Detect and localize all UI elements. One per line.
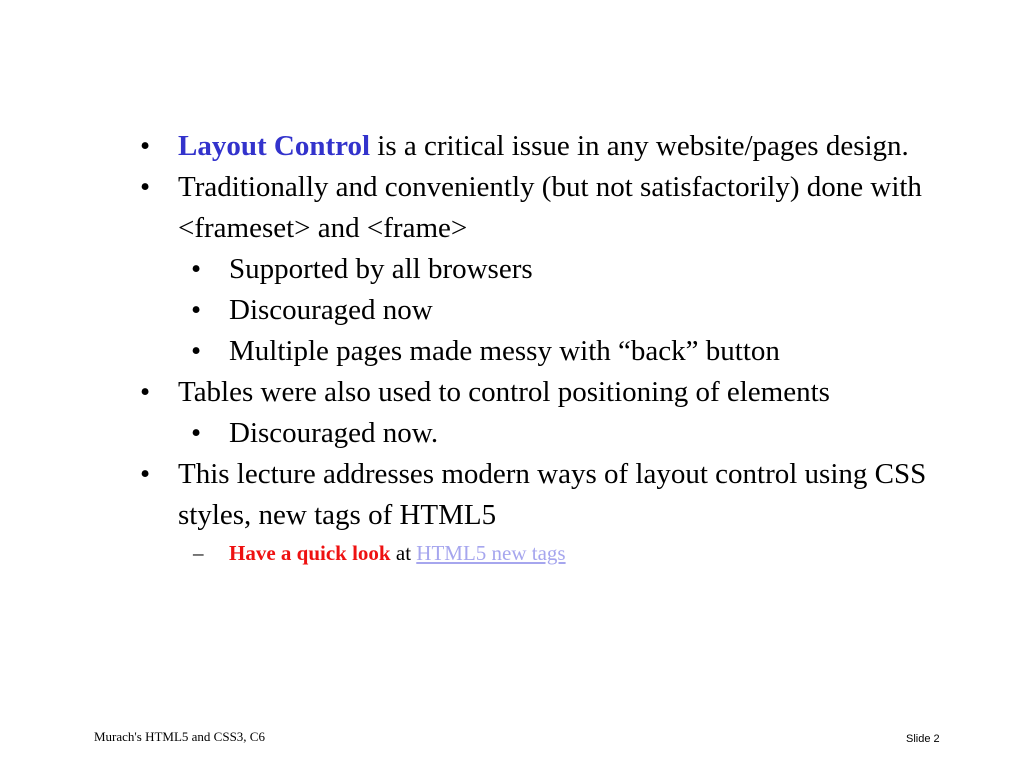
sub-bullet-item-discouraged-2 [136,413,936,454]
bullet-icon: • [140,376,151,408]
bullet-icon: • [191,417,202,449]
slide-number: Slide 2 [906,733,940,745]
bullet-text: This lecture addresses modern ways of layout control using CSS styles, new tags of HTML5 [178,458,927,531]
bullet-text: Supported by all browsers [229,253,533,285]
footer-source: Murach's HTML5 and CSS3, C6 [94,729,265,744]
bullet-item-tables [136,372,936,413]
sub-bullet-item-supported [136,249,936,290]
bullet-item-layout-control [136,126,936,167]
bullet-item-this-lecture [136,454,936,536]
html5-new-tags-link[interactable]: HTML5 new tags [416,541,566,565]
bullet-icon: • [191,294,202,326]
bullet-text: Tables were also used to control positioning of elements [178,376,830,408]
sub-bullet-item-discouraged [136,290,936,331]
dash-item-quick-look [136,538,936,568]
dash-text: at [390,541,417,565]
quick-look-emphasis: Have a quick look [229,541,391,565]
bullet-icon: • [140,458,151,490]
bullet-list [136,126,936,568]
bullet-icon: • [191,253,202,285]
bullet-text: Discouraged now. [229,417,439,449]
bullet-text: is a critical issue in any website/pages design. [370,130,909,162]
bullet-text: Discouraged now [229,294,433,326]
bullet-item-traditionally [136,167,936,249]
bullet-icon: • [191,335,202,367]
bullet-icon: • [140,130,151,162]
bullet-text: Multiple pages made messy with “back” button [229,335,780,367]
sub-bullet-item-multiple-pages [136,331,936,372]
layout-control-emphasis: Layout Control [178,130,371,162]
bullet-icon: • [140,171,151,203]
bullet-text: Traditionally and conveniently (but not satisfactorily) done with <frameset> and <frame> [178,171,922,244]
dash-icon: – [193,541,204,565]
